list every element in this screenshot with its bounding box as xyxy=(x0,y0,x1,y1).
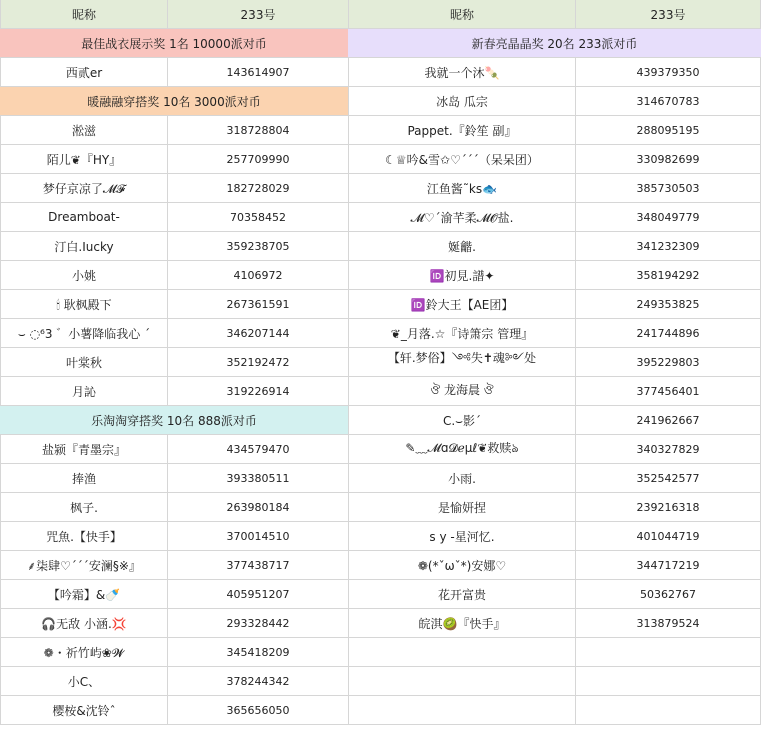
table-row xyxy=(0,667,348,696)
id-cell: 340327829 xyxy=(576,435,761,463)
nickname-cell: 🆔初見.譜✦ xyxy=(348,261,576,289)
table-row xyxy=(0,551,348,580)
id-cell: 313879524 xyxy=(576,609,761,637)
id-cell: 377456401 xyxy=(576,377,761,405)
nickname-cell: 【轩.梦俗】༺失✝魂༻处 xyxy=(348,348,576,376)
nickname-cell: ❁・祈竹屿❀𝓦 xyxy=(0,638,168,666)
nickname-cell: 咒魚.【快手】 xyxy=(0,522,168,550)
table-row xyxy=(348,290,761,319)
table-row xyxy=(0,638,348,667)
table-row xyxy=(348,580,761,609)
id-cell: 314670783 xyxy=(576,87,761,115)
table-row xyxy=(0,261,348,290)
id-cell: 257709990 xyxy=(226,152,290,166)
nickname-cell: s y -星河忆. xyxy=(348,522,576,550)
nickname-cell: ☾♕吟&雪✩♡ˊˊˊ（呆呆团） xyxy=(348,145,576,173)
nickname-cell: 小雨. xyxy=(348,464,576,492)
nickname-cell: ✎﹏𝓜ɑ𝓓ℯμℓ❦救赎ঌ xyxy=(348,435,576,463)
table-row xyxy=(0,580,348,609)
table-row xyxy=(348,522,761,551)
nickname-cell: 樱桉&沈铃ˆ xyxy=(0,696,168,724)
id-cell: 241744896 xyxy=(576,319,761,347)
nickname-cell: ❦_月落.☆『诗箫宗 管理』 xyxy=(348,319,576,347)
id-cell: 370014510 xyxy=(226,529,290,543)
id-cell: 263980184 xyxy=(226,500,290,514)
id-cell: 267361591 xyxy=(226,297,290,311)
id-cell: 365656050 xyxy=(226,703,290,717)
nickname-cell: 汀白.Iucky xyxy=(0,232,168,260)
id-cell: 249353825 xyxy=(576,290,761,318)
nickname-cell xyxy=(348,667,576,695)
table-row xyxy=(0,290,348,319)
table-row xyxy=(348,667,761,696)
id-cell: 352192472 xyxy=(226,355,290,369)
nickname-cell: 梦仔京凉了𝓜𝓕 xyxy=(0,174,168,202)
table-row xyxy=(0,232,348,261)
nickname-cell: 冰岛 瓜宗 xyxy=(348,87,576,115)
id-cell: 330982699 xyxy=(576,145,761,173)
nickname-cell: 🕯 耿枫殿下 xyxy=(0,290,168,318)
table-row xyxy=(0,493,348,522)
table-row xyxy=(0,116,348,145)
table-row xyxy=(348,58,761,87)
id-cell: 439379350 xyxy=(576,58,761,86)
nickname-cell: 我就一个沐🍡 xyxy=(348,58,576,86)
id-cell: 359238705 xyxy=(226,239,290,253)
table-row xyxy=(0,58,348,87)
table-row xyxy=(0,203,348,232)
nickname-cell: Pappet.『鈴笙 副』 xyxy=(348,116,576,144)
id-cell: 401044719 xyxy=(576,522,761,550)
nickname-cell: Dreamboat- xyxy=(0,203,168,231)
award-category-title: 乐淘淘穿搭奖 10名 888派对币 xyxy=(0,406,348,435)
table-row xyxy=(0,319,348,348)
id-cell: 377438717 xyxy=(226,558,290,572)
id-cell: 385730503 xyxy=(576,174,761,202)
id-cell xyxy=(576,638,761,666)
table-row xyxy=(0,174,348,203)
id-cell: 70358452 xyxy=(230,210,286,224)
nickname-cell: ⸙柒肆♡ˊˊˊ安澜§※』 xyxy=(0,551,168,579)
table-row xyxy=(348,377,761,406)
nickname-cell xyxy=(348,638,576,666)
id-cell: 182728029 xyxy=(226,181,290,195)
nickname-cell xyxy=(348,696,576,724)
nickname-cell: 花开富贵 xyxy=(348,580,576,608)
table-row xyxy=(0,464,348,493)
table-row xyxy=(348,464,761,493)
table-row xyxy=(348,696,761,725)
id-cell: 358194292 xyxy=(576,261,761,289)
table-row xyxy=(348,609,761,638)
id-cell: 393380511 xyxy=(226,471,290,485)
id-cell: 293328442 xyxy=(226,616,290,630)
table-row xyxy=(0,609,348,638)
left-column xyxy=(0,0,348,725)
nickname-cell: 皖淇🥝『快手』 xyxy=(348,609,576,637)
nickname-cell: 🆔鈴大王【AE团】 xyxy=(348,290,576,318)
nickname-cell: 是愉妍捏 xyxy=(348,493,576,521)
id-header: 233号 xyxy=(576,0,761,28)
table-row xyxy=(348,348,761,377)
nickname-cell: C.⌣影ˊ xyxy=(348,406,576,434)
table-row xyxy=(0,348,348,377)
table-row xyxy=(348,203,761,232)
table-row xyxy=(0,377,348,406)
nickname-cell: 江鱼酱˜ks🐟 xyxy=(348,174,576,202)
nickname-cell: 小姚 xyxy=(0,261,168,289)
id-cell: 318728804 xyxy=(226,123,290,137)
table-row xyxy=(348,435,761,464)
nickname-cell: 捧渔 xyxy=(0,464,168,492)
id-cell: 348049779 xyxy=(576,203,761,231)
id-cell: 239216318 xyxy=(576,493,761,521)
table-row xyxy=(0,522,348,551)
id-cell: 319226914 xyxy=(226,384,290,398)
id-cell: 345418209 xyxy=(226,645,290,659)
nickname-header: 昵称 xyxy=(0,0,168,28)
id-cell: 241962667 xyxy=(576,406,761,434)
id-cell: 378244342 xyxy=(226,674,290,688)
nickname-cell: ⌣ ◌⁶3 ゛小薯降临我心 ˊ xyxy=(0,319,168,347)
nickname-cell: ঔ 龙海晨 ঔ xyxy=(348,377,576,405)
nickname-cell: 月訫 xyxy=(0,377,168,405)
nickname-cell: 小C、 xyxy=(0,667,168,695)
table-row xyxy=(348,232,761,261)
id-cell: 50362767 xyxy=(576,580,761,608)
table-row xyxy=(348,493,761,522)
id-header: 233号 xyxy=(240,7,276,22)
id-cell: 346207144 xyxy=(226,326,290,340)
table-row xyxy=(348,174,761,203)
id-cell: 288095195 xyxy=(576,116,761,144)
nickname-cell: 淞滋 xyxy=(0,116,168,144)
table-row xyxy=(0,696,348,725)
id-cell: 395229803 xyxy=(576,348,761,376)
table-row xyxy=(348,145,761,174)
id-cell: 341232309 xyxy=(576,232,761,260)
award-category-title: 最佳战衣展示奖 1名 10000派对币 xyxy=(0,29,348,58)
id-cell: 344717219 xyxy=(576,551,761,579)
id-cell: 352542577 xyxy=(576,464,761,492)
table-row xyxy=(348,87,761,116)
table-row xyxy=(0,435,348,464)
nickname-cell: 西贰er xyxy=(0,58,168,86)
nickname-header: 昵称 xyxy=(348,0,576,28)
table-row xyxy=(348,319,761,348)
nickname-cell: 娫龤. xyxy=(348,232,576,260)
award-category-title: 新春亮晶晶奖 20名 233派对币 xyxy=(348,29,761,58)
award-category-title: 暖融融穿搭奖 10名 3000派对币 xyxy=(0,87,348,116)
right-column xyxy=(348,0,761,725)
nickname-cell: 盐颍『青墨宗』 xyxy=(0,435,168,463)
nickname-cell: 叶棠秋 xyxy=(0,348,168,376)
id-cell: 434579470 xyxy=(226,442,290,456)
id-cell xyxy=(576,696,761,724)
nickname-cell: 🎧无敌 小涵.💢 xyxy=(0,609,168,637)
table-row xyxy=(0,145,348,174)
header-row xyxy=(0,0,348,29)
table-row xyxy=(348,551,761,580)
table-row xyxy=(348,406,761,435)
nickname-cell: 𝓜♡ˊ渝芊柔𝓜𝓞盐. xyxy=(348,203,576,231)
nickname-cell: 【吟霜】&🍼 xyxy=(0,580,168,608)
nickname-cell: 枫子. xyxy=(0,493,168,521)
nickname-cell: 陌儿❦『HY』 xyxy=(0,145,168,173)
table-row xyxy=(348,116,761,145)
id-cell: 4106972 xyxy=(233,268,283,282)
nickname-cell: ❁(*ˇωˇ*)安娜♡ xyxy=(348,551,576,579)
header-row xyxy=(348,0,761,29)
table-row xyxy=(348,261,761,290)
table-row xyxy=(348,638,761,667)
id-cell xyxy=(576,667,761,695)
id-cell: 405951207 xyxy=(226,587,290,601)
id-cell: 143614907 xyxy=(226,65,290,79)
